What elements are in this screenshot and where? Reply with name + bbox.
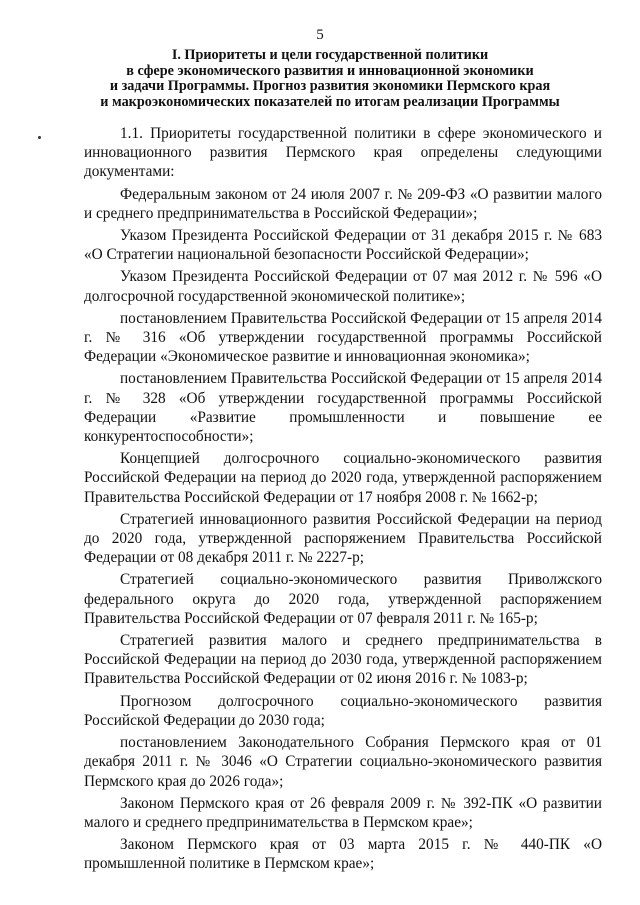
paragraph: Стратегией развития малого и среднего предпринимательства в Российской Федерации на период до 2030 года, утвержденной распоряжением Правительства Российской Федерации от 02 июня 2016 г. № 1083-р; — [84, 632, 602, 688]
paragraph: Законом Пермского края от 26 февраля 2009 г. № 392-ПК «О развитии малого и среднего предпринимательства в Пермском крае»; — [84, 794, 602, 831]
paragraph: Концепцией долгосрочного социально-экономического развития Российской Федерации на период до 2020 года, утвержденной распоряжением Правительства Российской Федерации от 17 ноября 2008 г. № 1662-р; — [84, 450, 602, 506]
paragraph: Федеральным законом от 24 июля 2007 г. № 209-ФЗ «О развитии малого и среднего предпринимательства в Российской Федерации»; — [84, 185, 602, 222]
paragraph: Прогнозом долгосрочного социально-экономического развития Российской Федерации до 2030 года; — [84, 692, 602, 729]
paragraph: 1.1. Приоритеты государственной политики в сфере экономического и инновационного развития Пермского края определены следующими документами: — [84, 125, 602, 181]
heading-line: и задачи Программы. Прогноз развития экономики Пермского края — [109, 78, 551, 94]
paragraph: постановлением Правительства Российской Федерации от 15 апреля 2014 г. № 316 «Об утверждении государственной программы Российской Федерации «Экономическое развитие и инновационная экономика»; — [84, 309, 602, 366]
paragraph: постановлением Законодательного Собрания Пермского края от 01 декабря 2011 г. № 3046 «О Стратегии социально-экономического развития Пермского края до 2026 года»; — [84, 734, 602, 790]
paragraph: Указом Президента Российской Федерации от 07 мая 2012 г. № 596 «О долгосрочной государственной экономической политике»; — [84, 268, 602, 305]
heading-line: I. Приоритеты и цели государственной политики — [171, 47, 489, 63]
margin-dot — [38, 136, 41, 139]
section-heading — [60, 48, 600, 110]
paragraph: постановлением Правительства Российской Федерации от 15 апреля 2014 г. № 328 «Об утверждении государственной программы Российской Федерации «Развитие промышленности и повышение ее конкурентоспособности»; — [84, 370, 602, 446]
document-body — [84, 124, 602, 877]
page-number: 5 — [316, 27, 324, 43]
heading-line: в сфере экономического развития и инновационной экономики — [126, 62, 534, 79]
heading-line: и макроэкономических показателей по итогам реализации Программы — [100, 93, 560, 110]
paragraph: Стратегией инновационного развития Российской Федерации на период до 2020 года, утвержденной распоряжением Правительства Российской Федерации от 08 декабря 2011 г. № 2227-р; — [84, 510, 602, 567]
paragraph: Законом Пермского края от 03 марта 2015 г. № 440-ПК «О промышленной политике в Пермском крае»; — [84, 836, 602, 873]
paragraph: Стратегией социально-экономического развития Приволжского федерального округа до 2020 года, утвержденной распоряжением Правительства Российской Федерации от 07 февраля 2011 г. № 165-р; — [84, 571, 602, 627]
paragraph: Указом Президента Российской Федерации от 31 декабря 2015 г. № 683 «О Стратегии национальной безопасности Российской Федерации»; — [84, 227, 602, 264]
